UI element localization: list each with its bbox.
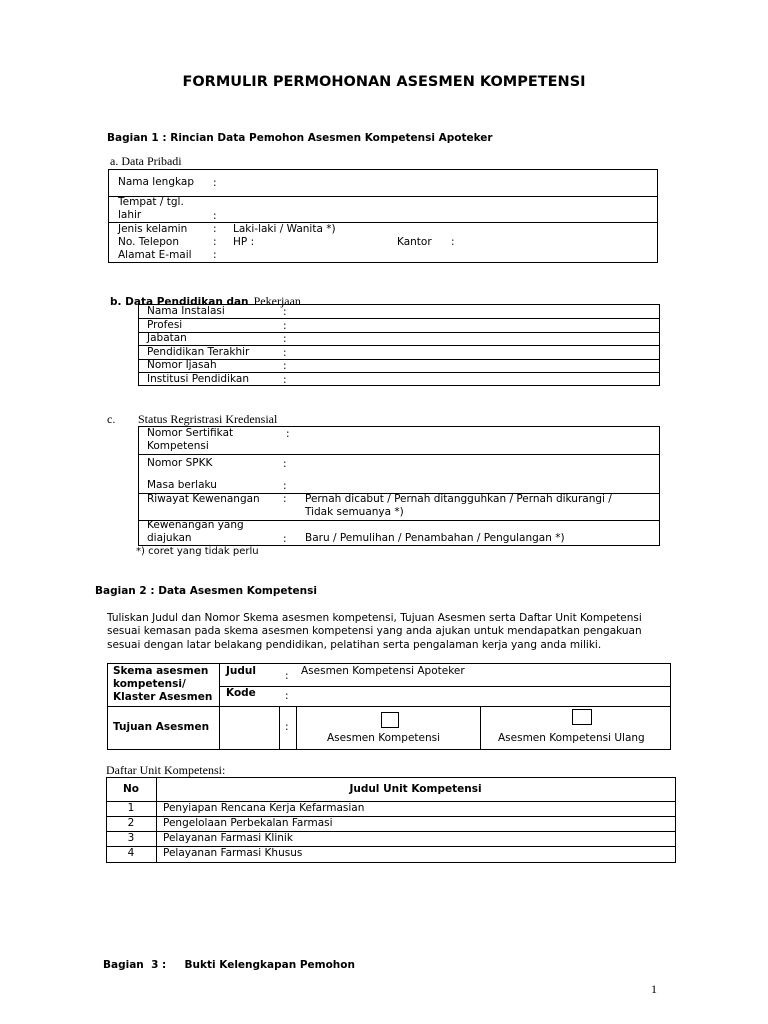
row-divider [109, 222, 657, 223]
profesi-label: Profesi [147, 319, 183, 331]
unit-no: 2 [127, 817, 135, 829]
judul-label: Judul [226, 665, 256, 677]
masa-berlaku-label: Masa berlaku [147, 479, 217, 491]
colon: : [283, 480, 287, 492]
skema-label-2: kompetensi/ [113, 678, 186, 690]
instruction-line: Tuliskan Judul dan Nomor Skema asesmen kompetensi, Tujuan Asesmen serta Daftar Unit Kompetensi [107, 612, 642, 624]
footnote-coret: *) coret yang tidak perlu [136, 546, 259, 557]
data-pendidikan-label-bold: b. Data Pendidikan dan [110, 296, 249, 308]
section-2-heading: Bagian 2 : Data Asesmen Kompetensi [95, 585, 317, 597]
section-1-heading: Bagian 1 : Rincian Data Pemohon Asesmen Kompetensi Apoteker [107, 132, 493, 144]
colon: : [283, 374, 287, 386]
asesmen-ulang-checkbox[interactable] [572, 709, 592, 725]
skema-label-3: Klaster Asesmen [113, 691, 213, 703]
instruction-line: sesuai dengan latar belakang pendidikan, pelatihan serta pengalaman kerja yang anda miliki. [107, 638, 602, 651]
row-divider [109, 196, 657, 197]
telepon-label: No. Telepon [118, 236, 179, 248]
jabatan-label: Jabatan [147, 332, 187, 344]
jenis-kelamin-value: Laki-laki / Wanita *) [233, 223, 336, 235]
riwayat-kewenangan-value: Pernah dicabut / Pernah ditangguhkan / Pernah dikurangi / [305, 493, 612, 505]
asesmen-ulang-option: Asesmen Kompetensi Ulang [498, 732, 645, 744]
tujuan-asesmen-label: Tujuan Asesmen [113, 721, 210, 733]
instruction-paragraph [107, 612, 667, 652]
asesmen-kompetensi-checkbox[interactable] [381, 712, 399, 728]
col-divider [296, 706, 297, 749]
col-divider [279, 706, 280, 749]
hp-label: HP : [233, 236, 255, 248]
colon: : [285, 690, 289, 702]
colon: : [213, 210, 217, 222]
unit-judul: Pelayanan Farmasi Klinik [163, 832, 293, 844]
riwayat-kewenangan-label: Riwayat Kewenangan [147, 493, 260, 505]
kewenangan-diajukan-value: Baru / Pemulihan / Penambahan / Pengulangan *) [305, 532, 565, 544]
colon: : [283, 360, 287, 372]
row-divider [108, 706, 670, 707]
nomor-sertifikat-label: Nomor Sertifikat [147, 427, 234, 439]
colon: : [283, 458, 287, 470]
colon: : [213, 223, 217, 235]
colon: : [283, 306, 287, 318]
row-divider [139, 359, 659, 360]
colon: : [286, 428, 290, 440]
kewenangan-diajukan-label: Kewenangan yang [147, 519, 244, 531]
data-pendidikan-label-rest: Pekerjaan [253, 294, 301, 308]
daftar-unit-label: Daftar Unit Kompetensi: [106, 763, 226, 777]
colon: : [283, 320, 287, 332]
data-pribadi-label: a. Data Pribadi [110, 154, 182, 168]
kewenangan-diajukan-label-2: diajukan [147, 532, 192, 544]
tempat-lahir-label: Tempat / tgl. [118, 196, 184, 208]
th-judul-unit: Judul Unit Kompetensi [349, 783, 482, 795]
unit-no: 1 [127, 802, 135, 814]
colon: : [285, 721, 289, 733]
colon: : [213, 249, 217, 261]
colon: : [283, 533, 287, 545]
unit-judul: Pengelolaan Perbekalan Farmasi [163, 817, 333, 829]
colon: : [285, 670, 289, 682]
riwayat-kewenangan-value-2: Tidak semuanya *) [305, 506, 404, 518]
instruction-line: sesuai kemasan pada skema asesmen kompetensi yang anda ajukan untuk mendapatkan pengakuan [107, 625, 642, 638]
row-divider [139, 318, 659, 319]
status-registrasi-label: Status Regristrasi Kredensial [138, 412, 278, 426]
asesmen-kompetensi-option: Asesmen Kompetensi [327, 732, 441, 744]
colon: : [283, 333, 287, 345]
kantor-label: Kantor [397, 236, 432, 248]
colon: : [213, 177, 217, 189]
judul-value: Asesmen Kompetensi Apoteker [301, 665, 465, 677]
col-divider [480, 706, 481, 749]
status-letter: c. [107, 412, 116, 426]
th-no: No [122, 783, 139, 795]
row-divider [139, 332, 659, 333]
row-divider [139, 454, 659, 455]
page-title: FORMULIR PERMOHONAN ASESMEN KOMPETENSI [182, 74, 586, 90]
skema-label: Skema asesmen [113, 665, 209, 677]
pendidikan-terakhir-label: Pendidikan Terakhir [147, 346, 250, 358]
unit-judul: Penyiapan Rencana Kerja Kefarmasian [163, 802, 365, 814]
nama-lengkap-label: Nama lengkap [118, 176, 194, 188]
nomor-spkk-label: Nomor SPKK [147, 457, 213, 469]
tempat-lahir-label-2: lahir [118, 209, 142, 221]
colon: : [283, 347, 287, 359]
row-divider [219, 686, 670, 687]
nomor-sertifikat-label-2: Kompetensi [147, 440, 209, 452]
page-number: 1 [651, 982, 657, 996]
colon: : [283, 493, 287, 505]
colon: : [213, 236, 217, 248]
unit-no: 4 [127, 847, 135, 859]
colon: : [451, 236, 455, 248]
jenis-kelamin-label: Jenis kelamin [118, 223, 188, 235]
kode-label: Kode [226, 687, 256, 699]
nama-instalasi-label: Nama Instalasi [147, 305, 225, 317]
email-label: Alamat E-mail [118, 249, 192, 261]
institusi-pendidikan-label: Institusi Pendidikan [147, 373, 249, 385]
unit-no: 3 [127, 832, 135, 844]
nomor-ijasah-label: Nomor Ijasah [147, 359, 217, 371]
section-3-heading: Bagian 3 : Bukti Kelengkapan Pemohon [103, 959, 355, 971]
unit-judul: Pelayanan Farmasi Khusus [163, 847, 303, 859]
